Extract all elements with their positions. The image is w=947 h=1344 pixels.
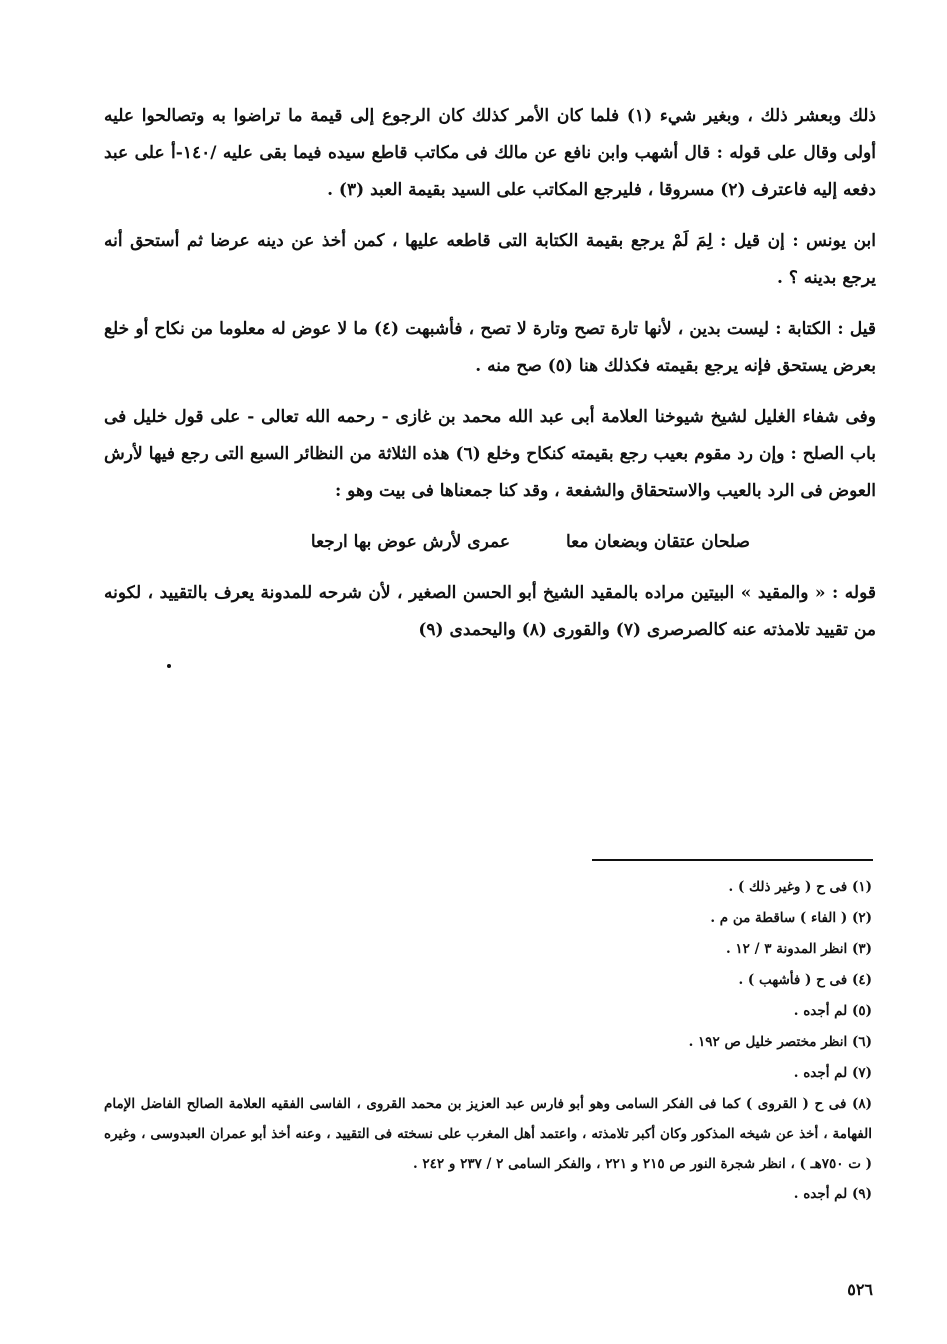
- footnote-8: (٨) فى ح ( القروى ) كما فى الفكر السامى وهو أبو فارس عبد العزيز بن محمد القروى ، الفاسى الفقيه العلامة الصالح الفاضل الإمام الفهامة ، أخذ عن شيخه المذكور وكان أكبر تلامذته ، واعتمد أهل المغرب على نسخته فى التقييد ، وعنه أخذ أبو عمران العبدوسى ، وغيره ( ت ٧٥٠هـ ) ، انظر شجرة النور ص ٢١٥ و ٢٢١ ، والفكر السامى ٢ / ٢٣٧ و ٢٤٢ .: [104, 1096, 872, 1172]
- paragraph-2: ابن يونس : إن قيل : لِمَ لَمْ يرجع بقيمة الكتابة التى قاطعه عليها ، كمن أخذ عن دينه عرضا ثم أستحق أنه يرجع بدينه ؟ .: [104, 231, 876, 288]
- verse-first-hemistich: صلحان عتقان وبضعان معا: [565, 532, 750, 552]
- footnote-6: (٦) انظر مختصر خليل ص ١٩٢ .: [688, 1034, 872, 1050]
- paragraph-3: قيل : الكتابة : ليست بدين ، لأنها تارة تصح وتارة لا تصح ، فأشبهت (٤) ما لا عوض له معلوما من نكاح أو خلع بعرض يستحق فإنه يرجع بقيمته فكذلك هنا (٥) صح منه .: [104, 319, 876, 376]
- footnote-7: (٧) لم أجده .: [793, 1065, 872, 1081]
- footnote-5: (٥) لم أجده .: [793, 1003, 872, 1019]
- footnote-4: (٤) فى ح ( فأشهب ) .: [738, 972, 872, 988]
- footnote-9: (٩) لم أجده .: [793, 1186, 872, 1202]
- page-number: ٥٢٦: [847, 1280, 873, 1299]
- paragraph-1: ذلك وبعشر ذلك ، وبغير شيء (١) فلما كان الأمر كذلك كان الرجوع إلى قيمة ما تراضوا به وتصالحوا عليه أولى وقال على قوله : قال أشهب وابن نافع عن مالك فى مكاتب قاطع سيده فيما بقى عليه /١٤٠-أ على عبد دفعه إليه فاعترف (٢) مسروقا ، فليرجع المكاتب على السيد بقيمة العبد (٣) .: [104, 106, 876, 200]
- main-text-block: [104, 98, 876, 663]
- footnotes-list: [104, 872, 872, 1210]
- footnote-1: (١) فى ح ( وغير ذلك ) .: [728, 879, 872, 895]
- verse-second-hemistich: عمرى لأرش عوض بها ارجعا: [310, 532, 510, 552]
- footnote-2: (٢) ( الفاء ) ساقطة من م .: [710, 910, 872, 926]
- paragraph-4: وفى شفاء الغليل لشيخ شيوخنا العلامة أبى عبد الله محمد بن غازى - رحمه الله تعالى - على قول خليل فى باب الصلح : وإن رد مقوم بعيب رجع بقيمته كنكاح وخلع (٦) هذه الثلاثة من النظائر السبع التى رجع فيها لأرش العوض فى الرد بالعيب والاستحقاق والشفعة ، وقد كنا جمعناها فى بيت وهو :: [104, 407, 876, 501]
- footnote-separator-rule: [592, 859, 873, 861]
- verse-dot-mark: [167, 664, 171, 668]
- paragraph-closing: قوله : « والمقيد » البيتين مراده بالمقيد الشيخ أبو الحسن الصغير ، لأن شرحه للمدونة يعرف بالتقييد ، لكونه من تقييد تلامذته عنه كالصرصرى (٧) والقورى (٨) واليحمدى (٩): [104, 583, 876, 640]
- footnote-3: (٣) انظر المدونة ٣ / ١٢ .: [726, 941, 872, 957]
- poetry-verse: [104, 524, 876, 561]
